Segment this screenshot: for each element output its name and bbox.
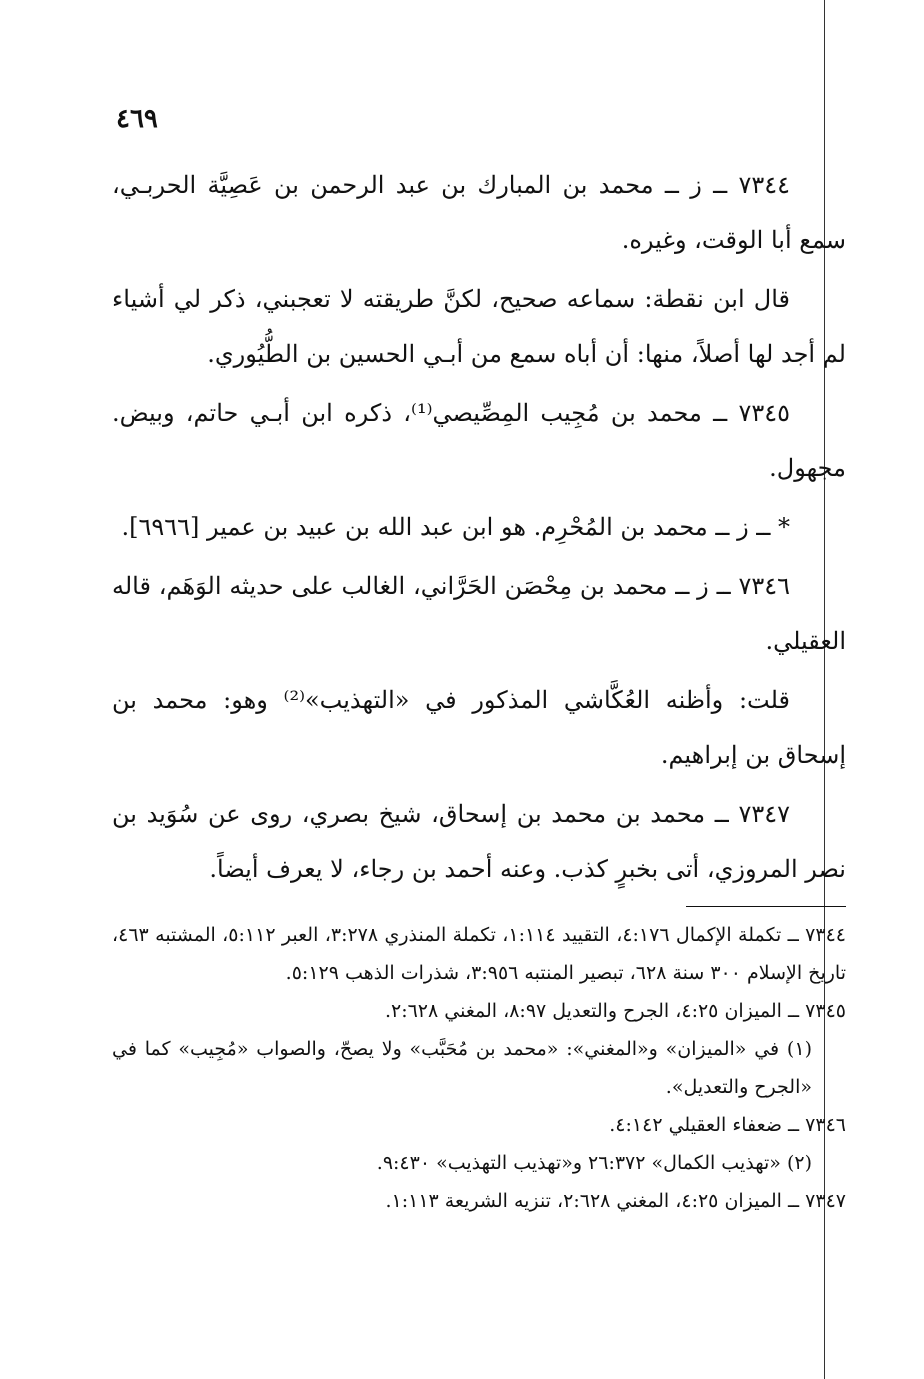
entry-7346-comment: قلت: وأظنه العُكَّاشي المذكور في «التهذيب»⁽²⁾ وهو: محمد بن إسحاق بن إبراهيم. [112, 686, 846, 769]
footnotes [112, 916, 846, 1220]
page-number: ٤٦٩ [116, 104, 158, 134]
footnote-separator [686, 906, 846, 907]
footnote-7344: ٧٣٤٤ ــ تكملة الإكمال ٤:١٧٦، التقييد ١:١١٤، تكملة المنذري ٣:٢٧٨، العبر ٥:١١٢، المشتبه ٤٦٣، تاريخ الإسلام ٣٠٠ سنة ٦٢٨، تبصير المنتبه ٣:٩٥٦، شذرات الذهب ٥:١٢٩. [112, 924, 846, 984]
entry-7344: ٧٣٤٤ ــ ز ــ محمد بن المبارك بن عبد الرحمن بن عَصِيَّة الحربـي، سمع أبا الوقت، وغيره. [112, 171, 846, 254]
main-text [112, 158, 846, 901]
footnote-1: (١) في «الميزان» و«المغني»: «محمد بن مُحَبَّب» ولا يصحّ، والصواب «مُجِيب» كما في «الجرح والتعديل». [112, 1038, 812, 1098]
footnote-7345: ٧٣٤٥ ــ الميزان ٤:٢٥، الجرح والتعديل ٨:٩٧، المغني ٢:٦٢٨. [384, 1000, 846, 1022]
entry-7347: ٧٣٤٧ ــ محمد بن محمد بن إسحاق، شيخ بصري، روى عن سُوَيد بن نصر المروزي، أتى بخبرٍ كذب. وعنه أحمد بن رجاء، لا يعرف أيضاً. [112, 800, 846, 883]
footnote-7347: ٧٣٤٧ ــ الميزان ٤:٢٥، المغني ٢:٦٢٨، تنزيه الشريعة ١:١١٣. [385, 1190, 846, 1212]
entry-7345: ٧٣٤٥ ــ محمد بن مُجِيب المِصِّيصي⁽¹⁾، ذكره ابن أبـي حاتم، وبيض. مجهول. [112, 399, 846, 482]
footnote-2: (٢) «تهذيب الكمال» ٢٦:٣٧٢ و«تهذيب التهذيب» ٩:٤٣٠. [376, 1152, 812, 1174]
entry-7346: ٧٣٤٦ ــ ز ــ محمد بن مِحْصَن الحَرَّاني، الغالب على حديثه الوَهَم، قاله العقيلي. [112, 572, 846, 655]
entry-7344-comment: قال ابن نقطة: سماعه صحيح، لكنَّ طريقته لا تعجبني، ذكر لي أشياء لم أجد لها أصلاً، منها: أن أباه سمع من أبـي الحسين بن الطُّيُوري. [112, 285, 846, 368]
footnote-7346: ٧٣٤٦ ــ ضعفاء العقيلي ٤:١٤٢. [609, 1114, 846, 1136]
entry-cross-reference: * ــ ز ــ محمد بن المُحْرِم. هو ابن عبد الله بن عبيد بن عمير [٦٩٦٦]. [121, 513, 790, 541]
